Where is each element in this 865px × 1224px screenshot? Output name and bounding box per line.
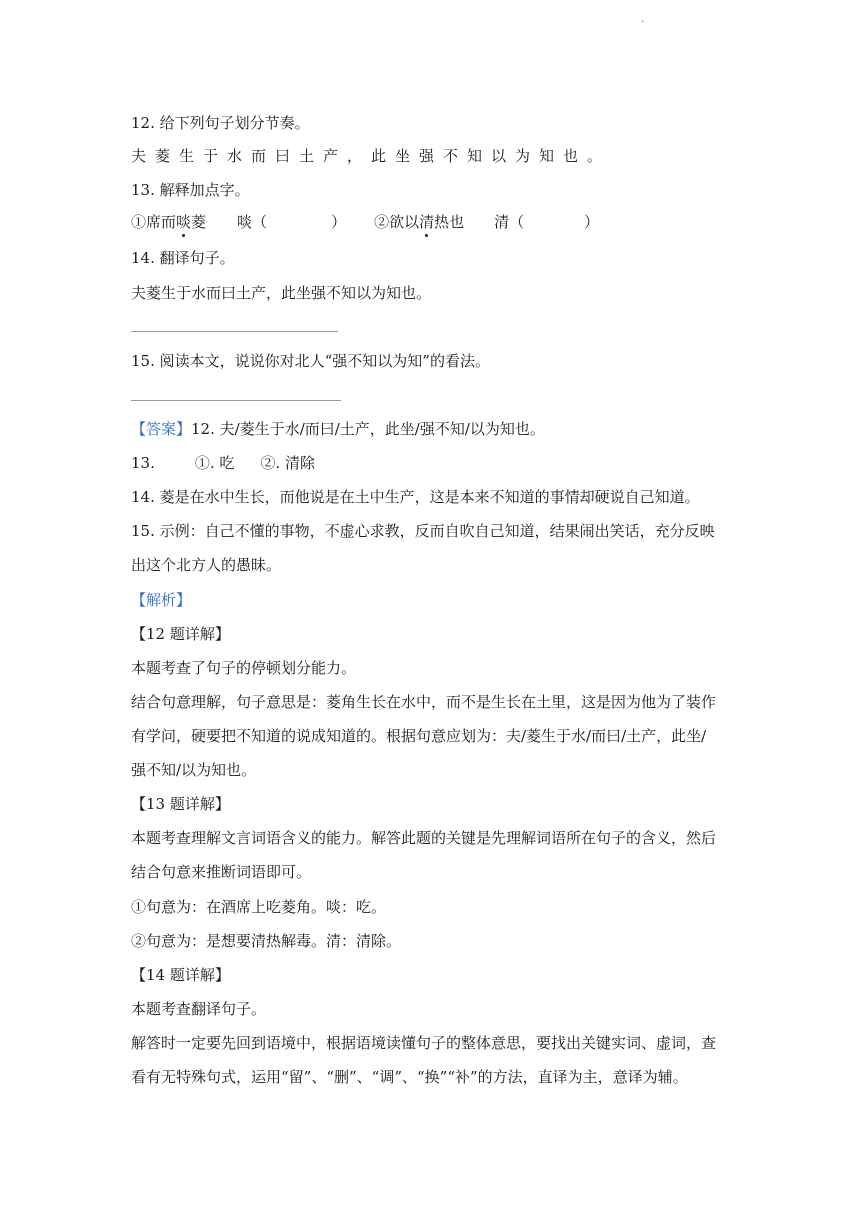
analysis-12-p1: 本题考查了句子的停顿划分能力。 [131,659,357,677]
q13-prompt: 13. 解释加点字。 [131,181,250,199]
q14-prompt: 14. 翻译句子。 [131,249,235,267]
analysis-13-p3: ①句意为：在酒席上吃菱角。啖：吃。 [131,898,387,916]
answer-label: 【答案】 [131,420,192,438]
q12-prompt: 12. 给下列句子划分节奏。 [131,114,310,132]
analysis-13-p4: ②句意为：是想要清热解毒。清：清除。 [131,932,402,950]
q13-item1-word: 啖（ [237,213,268,231]
q13-item2-close: ） [584,213,600,231]
analysis-label: 【解析】 [131,591,192,609]
q13-item1-close: ） [331,213,347,231]
analysis-14-p1: 本题考查翻译句子。 [131,1000,267,1018]
q14-sentence: 夫菱生于水而曰土产，此坐强不知以为知也。 [131,284,432,302]
answer-12 [131,419,545,439]
answer-13-num: 13. [131,454,155,472]
analysis-13-p2: 结合句意来推断词语即可。 [131,863,312,881]
q13-item2-prefix: ②欲以 [374,213,420,231]
analysis-13-p1: 本题考查理解文言词语含义的能力。解答此题的关键是先理解词语所在句子的含义，然后 [131,829,717,847]
q13-item1-prefix: ①席而 [131,213,177,231]
analysis-14-heading: 【14 题详解】 [131,966,230,984]
q12-sentence: 夫菱生于水而曰土产，此坐强不知以为知也。 [131,147,612,165]
analysis-12-heading: 【12 题详解】 [131,625,230,643]
q13-item1-dotted-char: 啖 [176,213,192,231]
analysis-14-p2: 解答时一定要先回到语境中，根据语境读懂句子的整体意思，要找出关键实词、虚词，查 [131,1034,717,1052]
q13-item1-suffix: 菱 [191,213,207,231]
q15-prompt: 15. 阅读本文，说说你对北人“强不知以为知”的看法。 [131,352,490,370]
q13-item2-suffix: 热也 [434,213,465,231]
analysis-12-p3: 有学问，硬要把不知道的说成知道的。根据句意应划为：夫/菱生于水/而曰/土产，此坐/ [131,727,707,745]
answer-15-line2: 出这个北方人的愚昧。 [131,556,282,574]
answer-15-line1: 15. 示例：自己不懂的事物，不虚心求教，反而自吹自己知道，结果闹出笑话，充分反映 [131,522,715,540]
analysis-13-heading: 【13 题详解】 [131,795,230,813]
q14-answer-line [131,331,338,332]
q13-items [131,212,599,232]
answer-14: 14. 菱是在水中生长，而他说是在土中生产，这是本来不知道的事情却硬说自己知道。 [131,488,700,506]
answer-12-text: 12. 夫/菱生于水/而曰/土产，此坐/强不知/以为知也。 [191,420,545,438]
q13-item2-dotted-char: 清 [419,213,435,231]
q15-answer-line [131,400,341,401]
answer-13-item1: ①. 吃 [194,454,235,472]
answer-13 [131,453,315,473]
header-mark: . [641,14,645,25]
q13-item2-word: 清（ [494,213,525,231]
answer-13-item2: ②. 清除 [260,454,315,472]
analysis-12-p2: 结合句意理解，句子意思是：菱角生长在水中，而不是生长在土里，这是因为他为了装作 [131,693,717,711]
analysis-14-p3: 看有无特殊句式，运用“留”、“删”、“调”、“换”“补”的方法，直译为主，意译为辅。 [131,1068,688,1086]
analysis-12-p4: 强不知/以为知也。 [131,761,257,779]
